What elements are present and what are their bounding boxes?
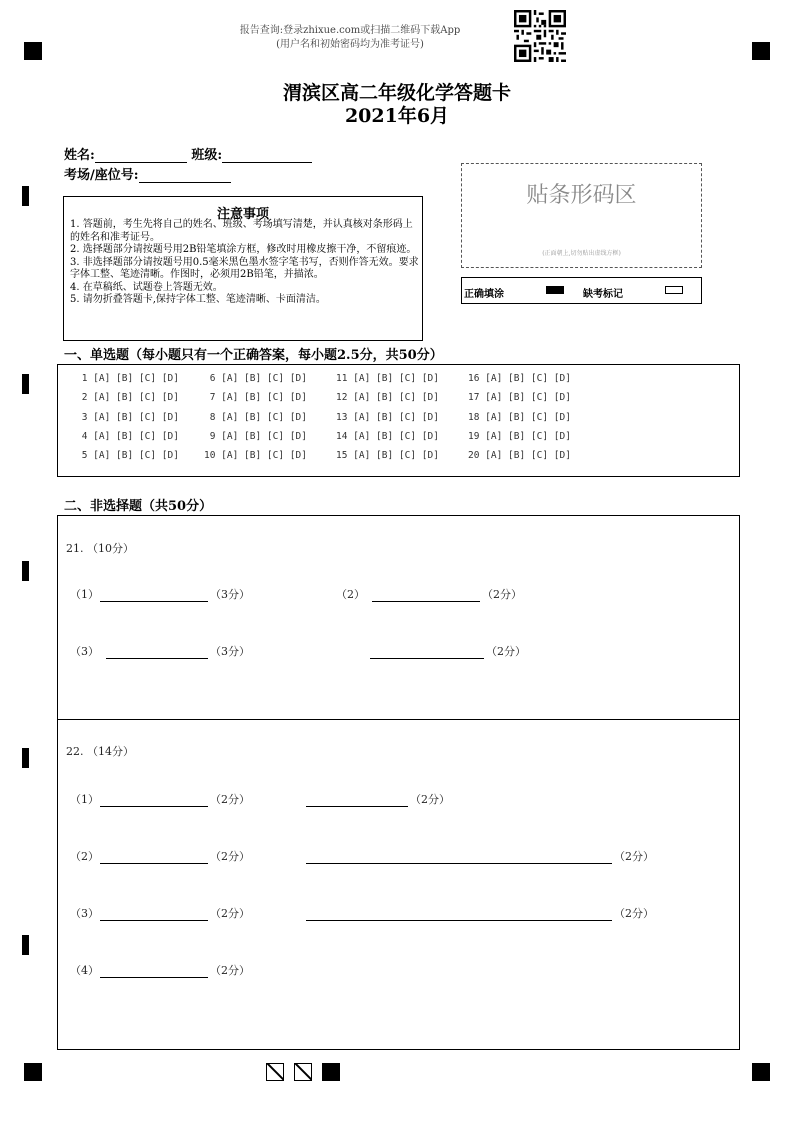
side-marker	[22, 935, 29, 955]
question-21-box	[57, 515, 740, 720]
seat-label: 考场/座位号:	[64, 168, 139, 183]
side-marker	[22, 561, 29, 581]
answer-blank[interactable]	[100, 920, 208, 921]
class-field[interactable]	[222, 149, 312, 163]
multiple-choice-area	[57, 364, 740, 477]
mc-question-row[interactable]: 13 [A] [B] [C] [D]	[336, 411, 439, 423]
mc-column	[336, 373, 439, 469]
part-score: （2分）	[210, 964, 250, 977]
mc-question-row[interactable]: 11 [A] [B] [C] [D]	[336, 373, 439, 384]
correct-fill-sample	[546, 286, 564, 294]
corner-marker-bottom-right	[752, 1063, 770, 1081]
mc-question-row[interactable]: 8 [A] [B] [C] [D]	[204, 411, 307, 423]
part-score: （2分）	[210, 793, 250, 806]
barcode-title: 贴条形码区	[526, 183, 637, 208]
part-score: （2分）	[486, 645, 526, 658]
mc-question-row[interactable]: 18 [A] [B] [C] [D]	[468, 411, 571, 423]
mc-question-row[interactable]: 9 [A] [B] [C] [D]	[204, 430, 307, 442]
name-label: 姓名:	[64, 148, 95, 163]
question-22-heading: 22. （14分）	[66, 745, 134, 758]
part-label: （1）	[70, 793, 99, 806]
mc-question-row[interactable]: 2 [A] [B] [C] [D]	[76, 392, 179, 404]
answer-blank[interactable]	[306, 863, 612, 864]
notice-item: 2. 选择题部分请按题号用2B铅笔填涂方框，修改时用橡皮擦干净，不留痕迹。	[70, 244, 417, 255]
mc-question-row[interactable]: 20 [A] [B] [C] [D]	[468, 450, 571, 462]
mc-column	[204, 373, 307, 469]
mc-question-row[interactable]: 3 [A] [B] [C] [D]	[76, 411, 179, 423]
mc-question-row[interactable]: 12 [A] [B] [C] [D]	[336, 392, 439, 404]
absent-mark-box[interactable]	[665, 286, 683, 294]
mc-question-row[interactable]: 4 [A] [B] [C] [D]	[76, 430, 179, 442]
part-score: （2分）	[210, 850, 250, 863]
part-score: （2分）	[210, 907, 250, 920]
part-label: （2）	[70, 850, 99, 863]
part-label: （4）	[70, 964, 99, 977]
mc-question-row[interactable]: 7 [A] [B] [C] [D]	[204, 392, 307, 404]
class-label: 班级:	[191, 148, 223, 163]
report-query-line1: 报告查询:登录zhixue.com或扫描二维码下载App	[239, 25, 461, 36]
corner-marker-bottom-left	[24, 1063, 42, 1081]
seat-field[interactable]	[139, 169, 231, 183]
notice-item: 5. 请勿折叠答题卡,保持字体工整、笔迹清晰、卡面清洁。	[70, 294, 326, 305]
mc-column	[76, 373, 179, 469]
corner-marker-top-right	[752, 42, 770, 60]
side-marker	[22, 186, 29, 206]
mc-question-row[interactable]: 17 [A] [B] [C] [D]	[468, 392, 571, 404]
section2-title: 二、非选择题（共50分）	[64, 499, 213, 514]
answer-blank[interactable]	[100, 863, 208, 864]
barcode-hint: (正面朝上,切勿贴出虚线方框)	[542, 250, 621, 257]
answer-blank[interactable]	[306, 806, 408, 807]
qr-code-icon	[514, 10, 566, 62]
side-marker	[22, 748, 29, 768]
section1-title: 一、单选题（每小题只有一个正确答案，每小题2.5分，共50分）	[64, 348, 443, 363]
question-22-box	[57, 719, 740, 1050]
page-code-box	[294, 1063, 312, 1081]
answer-blank[interactable]	[306, 920, 612, 921]
mc-question-row[interactable]: 19 [A] [B] [C] [D]	[468, 430, 571, 442]
part-label: （1）	[70, 588, 99, 601]
name-class-row	[64, 144, 312, 163]
mc-question-row[interactable]: 10 [A] [B] [C] [D]	[204, 450, 307, 462]
answer-blank[interactable]	[372, 601, 480, 602]
answer-blank[interactable]	[100, 977, 208, 978]
mc-question-row[interactable]: 15 [A] [B] [C] [D]	[336, 450, 439, 462]
part-score: （2分）	[614, 850, 654, 863]
mc-question-row[interactable]: 5 [A] [B] [C] [D]	[76, 450, 179, 462]
notice-item: 3. 非选择题部分请按题号用0.5毫米黑色墨水签字笔书写，否则作答无效。要求字体工整、笔迹清晰。作图时，必须用2B铅笔，并描浓。	[70, 256, 419, 280]
part-score: （3分）	[210, 645, 250, 658]
answer-blank[interactable]	[100, 806, 208, 807]
page-title: 渭滨区高二年级化学答题卡	[282, 82, 511, 104]
mc-column	[468, 373, 571, 469]
exam-date: 2021年6月	[344, 105, 450, 127]
part-score: （3分）	[210, 588, 250, 601]
mc-question-row[interactable]: 6 [A] [B] [C] [D]	[204, 373, 307, 384]
answer-blank[interactable]	[100, 601, 208, 602]
corner-marker-top-left	[24, 42, 42, 60]
correct-fill-label: 正确填涂	[464, 289, 504, 300]
notice-item: 4. 在草稿纸、试题卷上答题无效。	[70, 281, 223, 293]
name-field[interactable]	[95, 149, 187, 163]
report-query-line2: (用户名和初始密码均为准考证号)	[276, 39, 424, 50]
part-label: （3）	[70, 645, 99, 658]
notice-item: 1. 答题前，考生先将自己的姓名、班级、考场填写清楚，并认真核对条形码上的姓名和准考证号。	[70, 219, 413, 243]
barcode-area	[461, 163, 702, 268]
part-score: （2分）	[482, 588, 522, 601]
mc-question-row[interactable]: 14 [A] [B] [C] [D]	[336, 430, 439, 442]
page-code-box-filled	[322, 1063, 340, 1081]
question-21-heading: 21. （10分）	[66, 542, 134, 555]
notice-box	[63, 196, 423, 341]
seat-row	[64, 164, 231, 183]
fill-legend	[461, 277, 702, 304]
page-code-box	[266, 1063, 284, 1081]
mc-question-row[interactable]: 1 [A] [B] [C] [D]	[76, 373, 179, 384]
absent-mark-label: 缺考标记	[583, 289, 623, 300]
part-score: （2分）	[614, 907, 654, 920]
answer-blank[interactable]	[106, 658, 208, 659]
mc-question-row[interactable]: 16 [A] [B] [C] [D]	[468, 373, 571, 384]
notice-list	[70, 219, 420, 307]
part-label: （2）	[336, 588, 365, 601]
part-score: （2分）	[410, 793, 450, 806]
answer-blank[interactable]	[370, 658, 484, 659]
side-marker	[22, 374, 29, 394]
part-label: （3）	[70, 907, 99, 920]
report-query-note	[190, 24, 510, 52]
notice-title: 注意事项	[216, 207, 269, 222]
